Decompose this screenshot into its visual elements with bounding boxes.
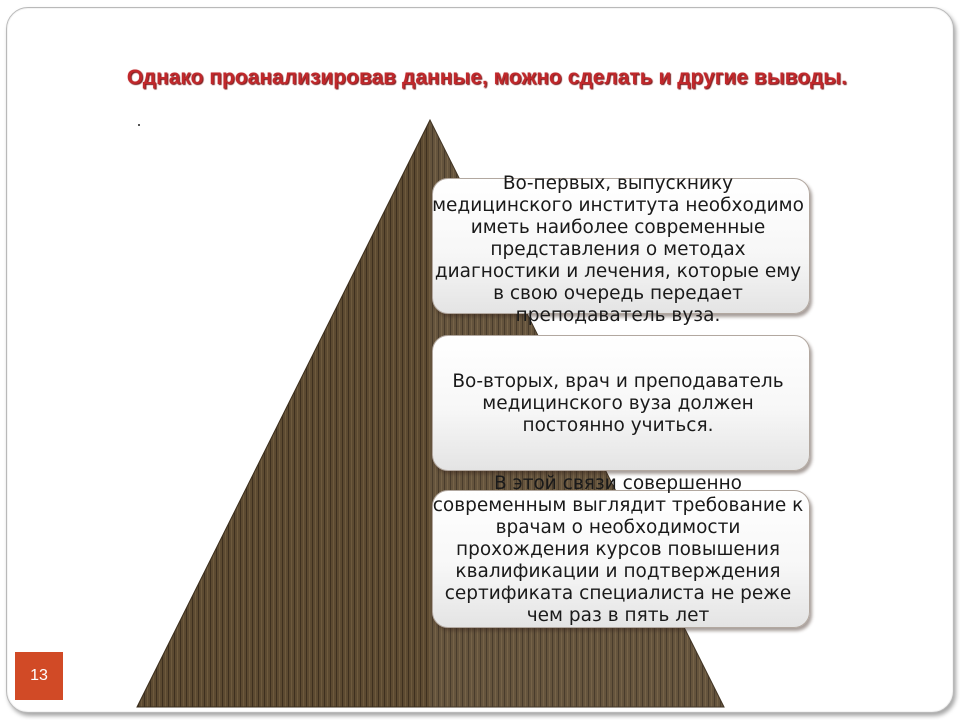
text-box-third-label: В этой связи совершенно современным выглядит требование к врачам о необходимости прохождения курсов повышения квалификации и подтверждения сертификата специалиста не реже чем раз в пять лет bbox=[432, 473, 804, 626]
text-box-second-label: Во-вторых, врач и преподаватель медицинского вуза должен постоянно учиться. bbox=[452, 371, 784, 436]
page-number-badge: 13 bbox=[15, 652, 63, 700]
text-box-first-label: Во-первых, выпускнику медицинского института необходимо иметь наиболее современные представления о методах диагностики и лечения, которые ему в свою очередь передает преподаватель вуза. bbox=[432, 173, 804, 326]
slide-title: Однако проанализировав данные, можно сделать и другие выводы. bbox=[126, 66, 848, 89]
